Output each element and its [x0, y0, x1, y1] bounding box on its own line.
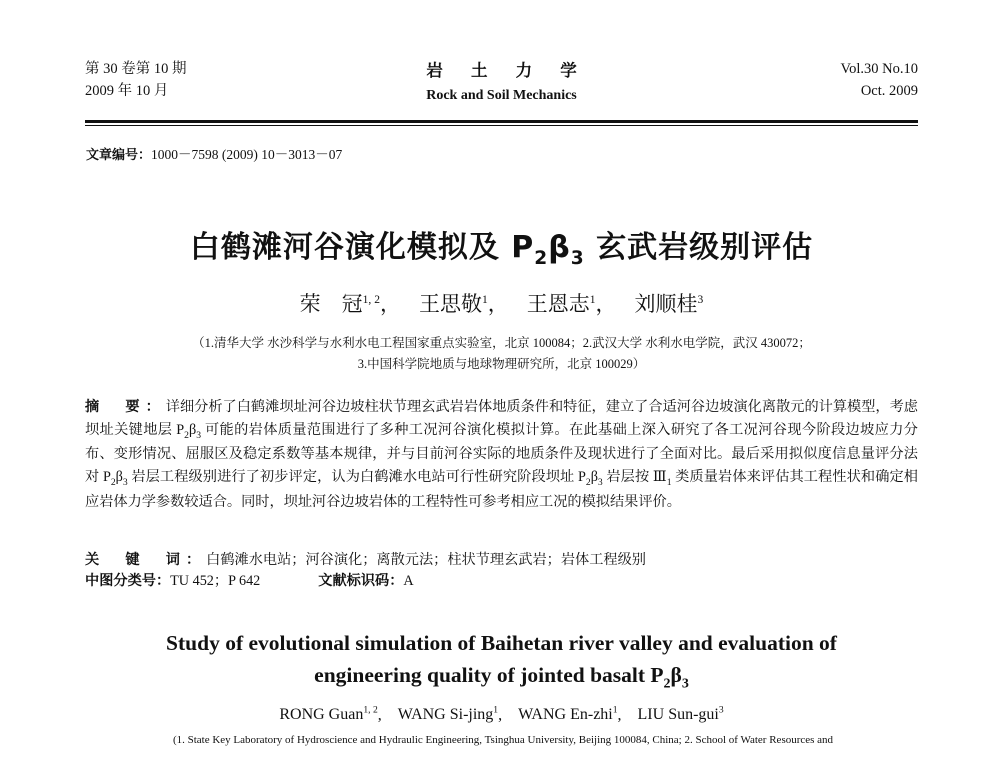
author-cn-2-sup: 1	[481, 294, 488, 306]
article-number-value: 1000－7598 (2009) 10－3013－07	[151, 147, 343, 162]
running-head-left	[85, 58, 187, 103]
abstract-sub-a1: 2	[184, 429, 189, 441]
abstract-sub-c2: 3	[597, 477, 603, 489]
abstract-beta-c: β	[590, 469, 598, 486]
clc-label: 中图分类号：	[85, 573, 171, 589]
title-cn-part1: 白鹤滩河谷演化模拟及 P	[189, 230, 535, 265]
author-en-4-name: LIU Sun-gui	[637, 706, 719, 724]
author-cn-1	[300, 292, 380, 316]
clc-value: TU 452；P 642	[170, 573, 261, 589]
volume-issue-cn: 第 30 卷第 10 期	[85, 61, 187, 77]
title-en-line-2	[85, 660, 918, 695]
title-cn-part3: 玄武岩级别评估	[584, 230, 814, 265]
abstract-beta-b: β	[115, 469, 123, 486]
affiliation-cn-line-2: 3.中国科学院地质与地球物理研究所，北京 100029）	[357, 356, 646, 371]
classification-line	[85, 570, 918, 590]
author-cn-2	[419, 292, 488, 316]
abstract-label: 摘 要：	[85, 399, 166, 415]
affiliation-en: (1. State Key Laboratory of Hydroscience and Hydraulic Engineering, Tsinghua University, Beijing 100084, China; 2. School of Water Resources and	[172, 734, 834, 746]
issue-date-en: Oct. 2009	[860, 83, 918, 100]
author-cn-3-name: 王恩志	[526, 292, 590, 316]
abstract-sub-b2: 3	[122, 477, 128, 489]
header-rule-thick	[85, 120, 918, 123]
title-en-sub1: 2	[663, 676, 671, 692]
abstract-cn	[85, 396, 918, 514]
running-head	[85, 58, 918, 114]
author-cn-4-name: 刘顺桂	[634, 292, 698, 316]
author-en-1-name: RONG Guan	[279, 706, 364, 724]
keywords-label: 关 键 词：	[85, 552, 207, 568]
issue-date-cn: 2009 年 10 月	[85, 83, 169, 100]
article-number-label: 文章编号：	[86, 148, 152, 163]
authors-en: RONG Guan$^{1, 2}$, WANG Si-jing$^1$, WANG En-zhi$^1$, LIU Sun-gui$^3$	[279, 705, 724, 724]
title-en-line2-a: engineering quality of jointed basalt P	[314, 662, 664, 687]
author-en-3-name: WANG En-zhi	[518, 706, 613, 724]
author-en-2-sup: 1	[493, 705, 499, 716]
author-en-3-sup: 1	[612, 705, 618, 716]
title-cn-sub2: 3	[570, 248, 585, 269]
author-cn-4-sup: 3	[697, 294, 704, 306]
author-en-2-name: WANG Si-jing	[397, 706, 494, 724]
header-rule-thin	[85, 125, 918, 126]
journal-title-cn: 岩 土 力 学	[426, 61, 589, 80]
abstract-text-b: 可能的岩体质量范围进行了多种工况河谷演化模拟计算。在此基础上深入研究了各工况河谷现今阶段边坡应力分布、变形情况、屈服区及稳定系数等基本规律，并与目前河谷实际的地质条件及现状进行了全面对比。最后采用拟似度信息量评分法对 P	[85, 422, 918, 486]
author-en-4-sup: 3	[718, 705, 724, 716]
page-content	[85, 0, 918, 760]
author-cn-4	[635, 292, 704, 316]
article-number	[86, 143, 342, 163]
abstract-text-a: 详细分析了白鹤滩坝址河谷边坡柱状节理玄武岩岩体地质条件和特征，建立了合适河谷边坡演化离散元的计算模型，考虑坝址关键地层 P	[85, 399, 918, 438]
keywords-value: 白鹤滩水电站；河谷演化；离散元法；柱状节理玄武岩；岩体工程级别	[206, 552, 646, 568]
abstract-sub-c1: 2	[585, 477, 591, 489]
title-cn-sub1: 2	[534, 248, 549, 269]
author-en-2	[398, 706, 498, 723]
document-code-label: 文献标识码：	[318, 573, 404, 589]
author-cn-3	[527, 292, 596, 316]
abstract-text-e: 类质量岩体来评估其工程性状和确定相应岩体力学参数较适合。同时，坝址河谷边坡岩体的工程特性可参考相应工况的模拟结果评价。	[85, 469, 918, 510]
authors-cn: 荣 冠$^{1, 2}$， 王思敬$^1$， 王恩志$^1$， 刘顺桂$^3$	[299, 292, 704, 316]
title-cn-part2: β	[548, 230, 571, 265]
author-en-1	[279, 706, 377, 723]
title-en-beta: β	[670, 662, 682, 687]
title-en-sub2: 3	[681, 676, 689, 692]
journal-title-en: Rock and Soil Mechanics	[426, 87, 577, 103]
title-en-line-1: Study of evolutional simulation of Baihetan river valley and evaluation of	[166, 631, 837, 655]
running-head-right	[841, 58, 918, 103]
document-code-value: A	[403, 573, 414, 589]
page-title-en	[85, 628, 918, 695]
abstract-text-d: 岩层按 Ⅲ	[602, 469, 667, 486]
author-cn-1-sup: 1, 2	[362, 294, 380, 306]
keywords-cn	[85, 549, 918, 569]
author-cn-3-sup: 1	[589, 294, 596, 306]
page-title-cn	[85, 222, 918, 269]
author-en-3	[518, 706, 617, 723]
abstract-sub-d: 1	[666, 477, 672, 489]
author-en-4	[638, 706, 724, 723]
abstract-text-c: 岩层工程级别进行了初步评定，认为白鹤滩水电站可行性研究阶段坝址 P	[127, 469, 586, 486]
affiliations-cn	[85, 333, 918, 374]
affiliation-cn-line-1: （1.清华大学 水沙科学与水利水电工程国家重点实验室，北京 100084；2.武汉大学 水利水电学院，武汉 430072；	[192, 336, 811, 350]
volume-issue-en: Vol.30 No.10	[840, 61, 918, 77]
author-en-1-sup: 1, 2	[363, 705, 378, 716]
author-cn-1-name: 荣 冠	[299, 292, 363, 316]
running-head-center	[414, 58, 588, 106]
abstract-sub-a2: 3	[196, 429, 202, 441]
abstract-beta-a: β	[189, 422, 197, 438]
author-cn-2-name: 王思敬	[418, 292, 482, 316]
abstract-sub-b1: 2	[110, 477, 116, 489]
